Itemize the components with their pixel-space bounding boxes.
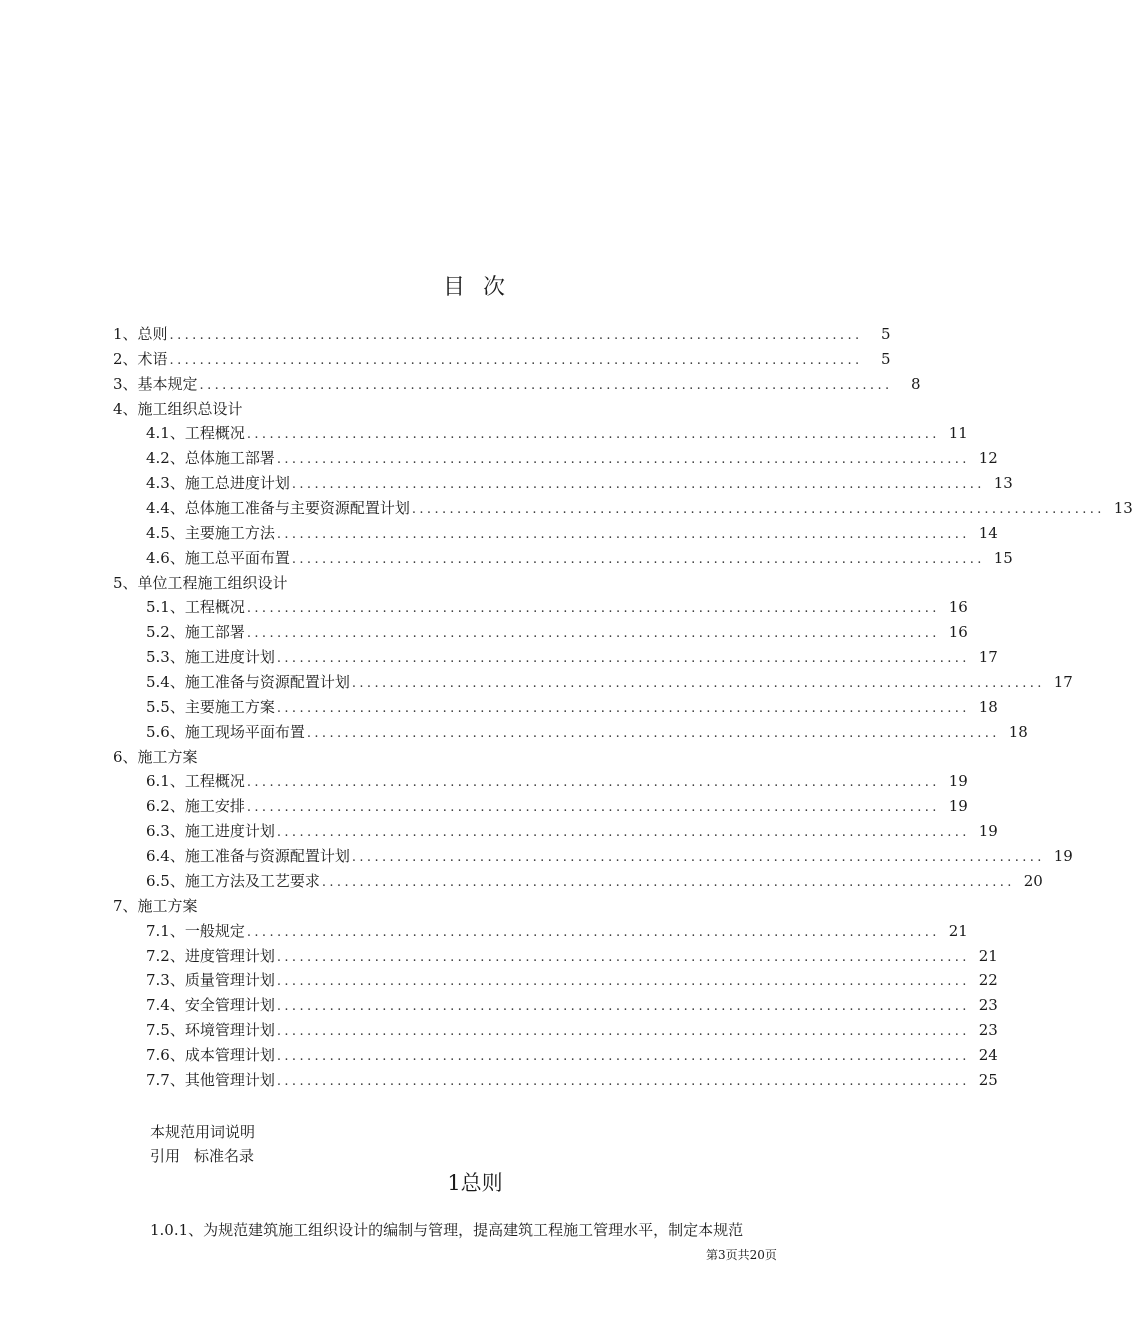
toc-entry-label: 6.3、施工进度计划 xyxy=(146,822,275,840)
toc-entry-label: 6.1、工程概况 xyxy=(146,772,245,790)
appendix-line1: 本规范用词说明 xyxy=(150,1123,256,1141)
toc-entry-label: 5.4、施工准备与资源配置计划 xyxy=(146,673,350,691)
toc-entry-page-number: 11 xyxy=(948,424,968,442)
toc-entry-leader-dots: ............................................................................................ xyxy=(276,701,970,716)
toc-entry-label: 5.5、主要施工方案 xyxy=(146,698,275,716)
toc-entry-page-number: 19 xyxy=(978,822,998,840)
toc-entry-page-number: 12 xyxy=(978,449,998,467)
toc-entry[interactable] xyxy=(113,572,288,594)
page-footer: 第3页共20页 xyxy=(706,1248,777,1262)
toc-entry-page-number: 14 xyxy=(978,524,998,542)
toc-entry-leader-dots: ............................................................................................ xyxy=(246,601,940,616)
toc-entry[interactable] xyxy=(146,596,968,618)
toc-entry-label: 7.5、环境管理计划 xyxy=(146,1021,275,1039)
toc-entry-label: 4.1、工程概况 xyxy=(146,424,245,442)
toc-entry[interactable] xyxy=(146,696,998,718)
toc-entry-leader-dots: ............................................................................................ xyxy=(246,427,940,442)
toc-entry-label: 7.6、成本管理计划 xyxy=(146,1046,275,1064)
toc-entry-label: 2、术语 xyxy=(113,350,168,368)
toc-entry-page-number: 16 xyxy=(948,623,968,641)
toc-entry[interactable] xyxy=(146,795,968,817)
toc-entry-page-number: 22 xyxy=(978,971,998,989)
appendix-line2-b: 标准名录 xyxy=(194,1147,255,1165)
toc-entry-page-number: 24 xyxy=(978,1046,998,1064)
toc-entry-leader-dots: ............................................................................................ xyxy=(276,1024,970,1039)
toc-entry-label: 6、施工方案 xyxy=(113,748,198,766)
toc-entry-leader-dots: ............................................................................................ xyxy=(321,875,1015,890)
toc-entry[interactable] xyxy=(146,945,998,967)
toc-entry-label: 4.6、施工总平面布置 xyxy=(146,549,290,567)
toc-entry-leader-dots: ............................................................................................ xyxy=(276,1074,970,1089)
toc-entry[interactable] xyxy=(146,770,968,792)
toc-entry-page-number: 16 xyxy=(948,598,968,616)
toc-entry[interactable] xyxy=(146,547,1013,569)
toc-entry-page-number: 21 xyxy=(978,947,998,965)
toc-entry-leader-dots: ............................................................................................ xyxy=(276,950,970,965)
toc-entry-leader-dots: ............................................................................................ xyxy=(199,378,893,393)
toc-entry-label: 7.2、进度管理计划 xyxy=(146,947,275,965)
toc-entry-page-number: 20 xyxy=(1023,872,1043,890)
toc-entry-label: 3、基本规定 xyxy=(113,375,198,393)
toc-entry[interactable] xyxy=(146,721,1028,743)
toc-entry-page-number: 19 xyxy=(948,797,968,815)
toc-entry-leader-dots: ............................................................................................ xyxy=(276,651,970,666)
toc-entry-label: 1、总则 xyxy=(113,325,168,343)
toc-entry-page-number: 23 xyxy=(978,1021,998,1039)
toc-entry-leader-dots: ............................................................................................ xyxy=(246,626,940,641)
toc-entry-leader-dots: ............................................................................................ xyxy=(411,502,1105,517)
toc-title-left: 目 xyxy=(442,275,467,300)
toc-entry-label: 6.4、施工准备与资源配置计划 xyxy=(146,847,350,865)
toc-entry-label: 7、施工方案 xyxy=(113,897,198,915)
toc-entry-label: 5、单位工程施工组织设计 xyxy=(113,574,288,592)
toc-entry-label: 7.7、其他管理计划 xyxy=(146,1071,275,1089)
toc-entry[interactable] xyxy=(146,969,998,991)
toc-entry-leader-dots: ............................................................................................ xyxy=(276,999,970,1014)
toc-entry-leader-dots: ............................................................................................ xyxy=(169,353,863,368)
toc-entry[interactable] xyxy=(146,845,1073,867)
toc-entry-leader-dots: ............................................................................................ xyxy=(291,477,985,492)
toc-entry-label: 5.2、施工部署 xyxy=(146,623,245,641)
toc-entry-page-number: 23 xyxy=(978,996,998,1014)
toc-entry-label: 4.4、总体施工准备与主要资源配置计划 xyxy=(146,499,410,517)
toc-entry-label: 5.1、工程概况 xyxy=(146,598,245,616)
toc-entry-leader-dots: ............................................................................................ xyxy=(351,676,1045,691)
toc-entry-page-number: 18 xyxy=(978,698,998,716)
toc-entry-label: 4.5、主要施工方法 xyxy=(146,524,275,542)
toc-entry-page-number: 19 xyxy=(948,772,968,790)
toc-entry-leader-dots: ............................................................................................ xyxy=(276,452,970,467)
toc-entry-leader-dots: ............................................................................................ xyxy=(169,328,863,343)
toc-entry-page-number: 13 xyxy=(1113,499,1133,517)
toc-entry-leader-dots: ............................................................................................ xyxy=(246,800,940,815)
toc-entry-label: 7.1、一般规定 xyxy=(146,922,245,940)
toc-entry-page-number: 5 xyxy=(880,325,891,343)
toc-entry-page-number: 19 xyxy=(1053,847,1073,865)
toc-entry[interactable] xyxy=(146,920,968,942)
toc-entry[interactable] xyxy=(146,1019,998,1041)
toc-entry-label: 4.3、施工总进度计划 xyxy=(146,474,290,492)
toc-entry-leader-dots: ............................................................................................ xyxy=(276,974,970,989)
toc-entry-label: 5.6、施工现场平面布置 xyxy=(146,723,305,741)
toc-entry-page-number: 18 xyxy=(1008,723,1028,741)
toc-entry-page-number: 5 xyxy=(880,350,891,368)
toc-entry-label: 6.2、施工安排 xyxy=(146,797,245,815)
toc-entry-page-number: 17 xyxy=(978,648,998,666)
toc-entry[interactable] xyxy=(146,422,968,444)
toc-entry[interactable] xyxy=(146,1044,998,1066)
toc-title-right: 次 xyxy=(483,275,508,300)
toc-entry-page-number: 17 xyxy=(1053,673,1073,691)
toc-entry[interactable] xyxy=(146,1069,998,1091)
toc-entry-page-number: 25 xyxy=(978,1071,998,1089)
toc-entry-leader-dots: ............................................................................................ xyxy=(291,552,985,567)
toc-entry-leader-dots: ............................................................................................ xyxy=(276,1049,970,1064)
toc-entry-page-number: 21 xyxy=(948,922,968,940)
toc-entry-page-number: 15 xyxy=(993,549,1013,567)
chapter-title: 1总则 xyxy=(447,1171,503,1195)
toc-title xyxy=(0,270,950,301)
toc-entry-label: 7.3、质量管理计划 xyxy=(146,971,275,989)
toc-entry-leader-dots: ............................................................................................ xyxy=(351,850,1045,865)
toc-entry-label: 6.5、施工方法及工艺要求 xyxy=(146,872,320,890)
appendix-usage-note xyxy=(150,1121,255,1143)
toc-entry-label: 4、施工组织总设计 xyxy=(113,400,243,418)
toc-entry[interactable] xyxy=(113,746,198,768)
toc-entry-page-number: 8 xyxy=(910,375,921,393)
toc-entry[interactable] xyxy=(146,522,998,544)
toc-entry[interactable] xyxy=(113,895,198,917)
appendix-standards-list xyxy=(150,1145,254,1167)
toc-entry[interactable] xyxy=(146,621,968,643)
toc-entry[interactable] xyxy=(146,870,1043,892)
toc-entry-leader-dots: ............................................................................................ xyxy=(246,925,940,940)
toc-entry[interactable] xyxy=(146,646,998,668)
toc-entry[interactable] xyxy=(113,398,243,420)
toc-entry-page-number: 13 xyxy=(993,474,1013,492)
toc-entry[interactable] xyxy=(146,671,1073,693)
toc-entry-leader-dots: ............................................................................................ xyxy=(276,527,970,542)
body-paragraph: 1.0.1、为规范建筑施工组织设计的编制与管理，提高建筑工程施工管理水平，制定本规范 xyxy=(150,1221,744,1239)
toc-entry-leader-dots: ............................................................................................ xyxy=(246,775,940,790)
toc-entry-label: 5.3、施工进度计划 xyxy=(146,648,275,666)
toc-entry[interactable] xyxy=(146,497,1133,519)
toc-entry[interactable] xyxy=(146,472,1013,494)
toc-entry-leader-dots: ............................................................................................ xyxy=(306,726,1000,741)
toc-entry[interactable] xyxy=(146,994,998,1016)
toc-entry[interactable] xyxy=(113,373,921,395)
toc-entry-label: 7.4、安全管理计划 xyxy=(146,996,275,1014)
toc-entry[interactable] xyxy=(146,447,998,469)
toc-entry-leader-dots: ............................................................................................ xyxy=(276,825,970,840)
appendix-line2-a: 引用 xyxy=(150,1147,181,1165)
toc-entry-label: 4.2、总体施工部署 xyxy=(146,449,275,467)
toc-entry[interactable] xyxy=(146,820,998,842)
toc-entry[interactable] xyxy=(113,323,891,345)
toc-entry[interactable] xyxy=(113,348,891,370)
